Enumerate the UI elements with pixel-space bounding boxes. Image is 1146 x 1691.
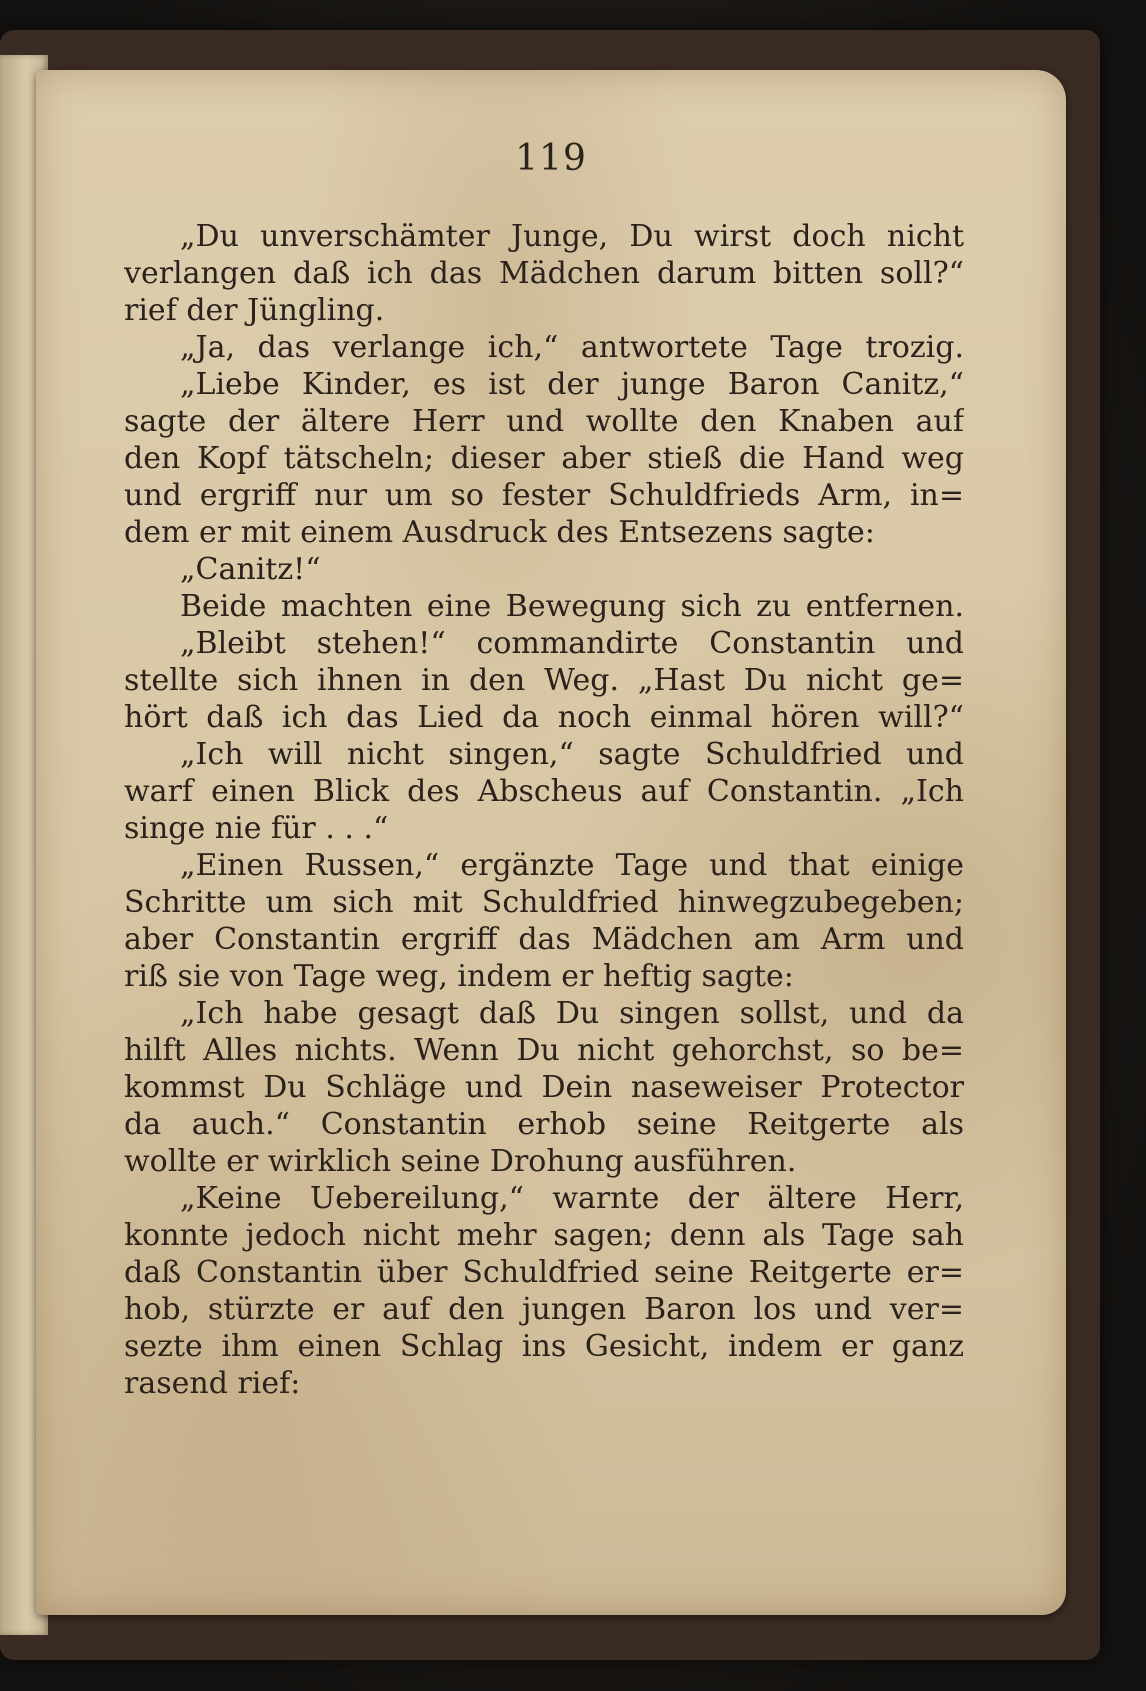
text-line: sezte ihm einen Schlag ins Gesicht, indem er ganz xyxy=(124,1329,964,1364)
text-line: verlangen daß ich das Mädchen darum bitten soll?“ xyxy=(124,256,964,291)
text-line: aber Constantin ergriff das Mädchen am Arm und xyxy=(124,922,964,957)
page-number: 119 xyxy=(515,138,587,179)
text-line: „Ja, das verlange ich,“ antwortete Tage trozig. xyxy=(180,330,964,365)
text-line: stellte sich ihnen in den Weg. „Hast Du nicht ge= xyxy=(124,663,964,698)
text-line: „Bleibt stehen!“ commandirte Constantin und xyxy=(180,626,964,661)
text-line: und ergriff nur um so fester Schuldfrieds Arm, in= xyxy=(124,478,964,513)
page-text xyxy=(124,218,964,1402)
text-line: konnte jedoch nicht mehr sagen; denn als Tage sah xyxy=(124,1218,964,1253)
text-line: „Canitz!“ xyxy=(180,552,321,587)
text-line: hört daß ich das Lied da noch einmal hören will?“ xyxy=(124,700,964,735)
text-line: Schritte um sich mit Schuldfried hinwegzubegeben; xyxy=(124,885,964,920)
text-line: „Einen Russen,“ ergänzte Tage und that einige xyxy=(180,848,964,883)
text-line: „Liebe Kinder, es ist der junge Baron Canitz,“ xyxy=(180,367,964,402)
text-line: da auch.“ Constantin erhob seine Reitgerte als xyxy=(124,1107,964,1142)
text-line: daß Constantin über Schuldfried seine Reitgerte er= xyxy=(124,1255,964,1290)
text-line: „Keine Uebereilung,“ warnte der ältere Herr, xyxy=(180,1181,964,1216)
text-line: wollte er wirklich seine Drohung ausführen. xyxy=(124,1144,797,1179)
text-line: „Du unverschämter Junge, Du wirst doch nicht xyxy=(180,219,964,254)
text-line: riß sie von Tage weg, indem er heftig sagte: xyxy=(124,959,794,994)
text-line: kommst Du Schläge und Dein naseweiser Protector xyxy=(124,1070,964,1105)
text-line: hilft Alles nichts. Wenn Du nicht gehorchst, so be= xyxy=(124,1033,964,1068)
text-line: rasend rief: xyxy=(124,1366,301,1401)
text-line: „Ich will nicht singen,“ sagte Schuldfried und xyxy=(180,737,964,772)
text-line: warf einen Blick des Abscheus auf Constantin. „Ich xyxy=(124,774,964,809)
text-line: sagte der ältere Herr und wollte den Knaben auf xyxy=(124,404,964,439)
text-line: rief der Jüngling. xyxy=(124,293,385,328)
text-line: Beide machten eine Bewegung sich zu entfernen. xyxy=(180,589,964,624)
book-page xyxy=(36,70,1066,1615)
text-line: singe nie für . . .“ xyxy=(124,811,389,846)
text-line: den Kopf tätscheln; dieser aber stieß die Hand weg xyxy=(124,441,964,476)
text-line: hob, stürzte er auf den jungen Baron los und ver= xyxy=(124,1292,964,1327)
text-line: „Ich habe gesagt daß Du singen sollst, und da xyxy=(180,996,964,1031)
text-line: dem er mit einem Ausdruck des Entsezens sagte: xyxy=(124,515,875,550)
